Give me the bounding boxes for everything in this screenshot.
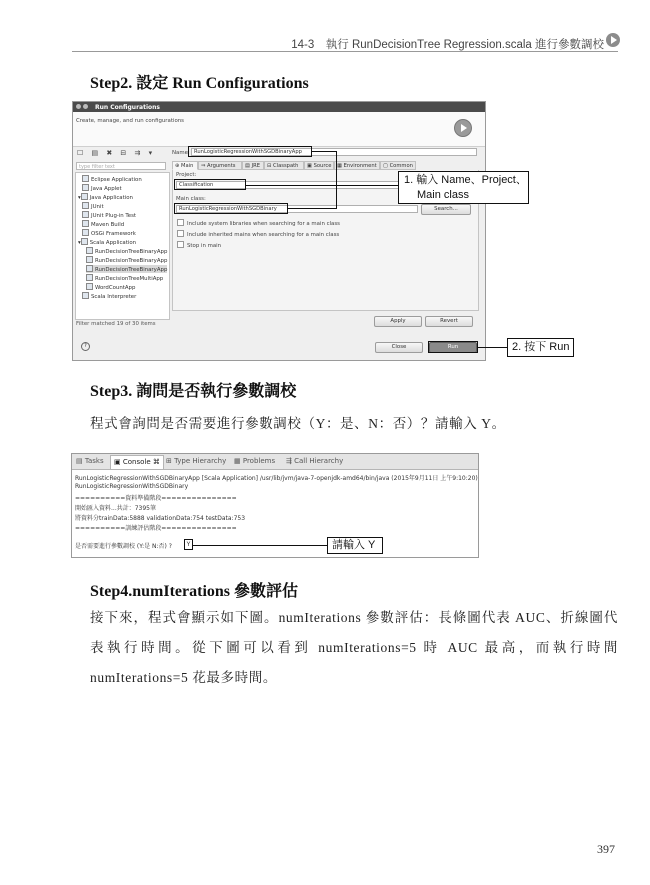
tree-item[interactable]: JUnit Plug-in Test (82, 211, 136, 219)
dialog-title: Run Configurations (95, 103, 160, 111)
scala-interpreter-icon (82, 292, 89, 299)
java-applet-icon (82, 184, 89, 191)
include-inherited-mains-checkbox[interactable]: Include inherited mains when searching for a main class (177, 230, 339, 238)
step3-heading: Step3. 詢問是否執行參數調校 (90, 383, 297, 400)
console-input[interactable]: Y (184, 539, 193, 550)
connector-line (478, 347, 507, 348)
running-header: 14-3 執行 RunDecisionTree Regression.scala 進行參數調校 (291, 39, 604, 51)
tree-item[interactable]: Eclipse Application (82, 175, 142, 183)
tree-item[interactable]: Java Applet (82, 184, 122, 192)
window-controls[interactable] (76, 104, 90, 111)
connector-line (246, 185, 398, 186)
tab-common[interactable]: ▢ Common (380, 161, 416, 170)
tree-item[interactable]: Scala Interpreter (82, 292, 136, 300)
tree-item[interactable]: RunDecisionTreeMultiApp (86, 274, 163, 282)
console-prompt: 是否需要進行參數調校 (Y:是 N:否) ? (75, 543, 172, 550)
console-line: ==========資料準備階段=============== (75, 495, 237, 502)
expand-arrow-icon[interactable]: ▾ (78, 240, 81, 246)
tree-item[interactable]: WordCountApp (86, 283, 135, 291)
tree-item[interactable]: ▾ Java Application (78, 195, 133, 201)
console-tabs (72, 454, 478, 470)
tab-arguments[interactable]: ⇒ Arguments (198, 161, 242, 170)
arrow-right-icon (606, 33, 620, 47)
main-class-field[interactable]: RunLogisticRegressionWithSGDBinary (176, 205, 418, 213)
maven-icon (82, 220, 89, 227)
junit-plugin-icon (82, 211, 89, 218)
revert-button[interactable]: Revert (425, 316, 473, 327)
config-icon (86, 274, 93, 281)
apply-button[interactable]: Apply (374, 316, 422, 327)
tab-main[interactable]: ⊕ Main (172, 161, 198, 170)
config-icon (86, 283, 93, 290)
scala-app-icon (81, 238, 88, 245)
configuration-tree (75, 172, 170, 320)
run-highlight-box (428, 341, 478, 353)
tab-console[interactable]: ▣ Console ⌘ (110, 455, 164, 469)
page-number: 397 (597, 842, 615, 856)
connector-line (312, 151, 336, 152)
search-button[interactable]: Search... (421, 204, 471, 215)
filter-input[interactable]: type filter text (76, 162, 166, 170)
run-button[interactable]: Run (429, 342, 477, 353)
stop-in-main-checkbox[interactable]: Stop in main (177, 241, 221, 249)
osgi-icon (82, 229, 89, 236)
tab-call-hierarchy[interactable]: ⇶ Call Hierarchy (286, 457, 344, 465)
filter-matched-text: Filter matched 19 of 30 items (76, 321, 156, 327)
tab-classpath[interactable]: ⊟ Classpath (264, 161, 304, 170)
help-icon[interactable]: ? (81, 342, 90, 351)
tab-environment[interactable]: ▦ Environment (334, 161, 380, 170)
connector-line (192, 545, 327, 546)
console-line: ==========訓練評估階段=============== (75, 525, 237, 532)
console-line: 將資料分trainData:5888 validationData:754 testData:753 (75, 515, 246, 522)
tab-jre[interactable]: ▤ JRE (242, 161, 264, 170)
name-field[interactable]: RunLogisticRegressionWithSGDBinaryApp (191, 148, 477, 156)
main-class-highlight-box (174, 203, 288, 214)
project-highlight-box (174, 179, 246, 190)
callout-enter-name-project: 1. 輸入 Name、Project、 Main class (398, 171, 529, 204)
tree-item[interactable]: JUnit (82, 202, 104, 210)
connector-line (336, 151, 337, 208)
tree-item[interactable]: ▾ Scala Application (78, 240, 137, 246)
include-system-libraries-checkbox[interactable]: Include system libraries when searching for a main class (177, 219, 340, 227)
console-view (71, 453, 479, 558)
junit-icon (82, 202, 89, 209)
project-label: Project: (176, 172, 197, 178)
config-icon (86, 256, 93, 263)
connector-line (288, 208, 337, 209)
tab-source[interactable]: ▣ Source (304, 161, 334, 170)
step4-heading: Step4.numIterations 參數評估 (90, 583, 299, 600)
callout-press-run: 2. 按下 Run (507, 338, 574, 357)
tree-item[interactable]: RunDecisionTreeBinaryApp (86, 256, 167, 264)
console-line: RunLogisticRegressionWithSGDBinaryApp [Scala Application] /usr/lib/jvm/java-7-openjdk-amd64/bin/java (2015年9月11日 上午9:10:20) (75, 475, 478, 482)
console-line: 開始匯入資料...共計：7395筆 (75, 505, 156, 512)
name-highlight-box (188, 146, 312, 157)
java-app-icon (81, 193, 88, 200)
tab-problems[interactable]: ▦ Problems (234, 457, 276, 465)
step3-paragraph: 程式會詢問是否需要進行參數調校（Y：是、N：否）？請輸入 Y。 (90, 416, 506, 431)
tree-item[interactable]: OSGi Framework (82, 229, 136, 237)
close-button[interactable]: Close (375, 342, 423, 353)
tree-item[interactable]: RunDecisionTreeBinaryApp (86, 247, 167, 255)
tab-type-hierarchy[interactable]: ⊞ Type Hierarchy (166, 457, 227, 465)
step4-paragraph: 接下來，程式會顯示如下圖。numIterations 參數評估：長條圖代表 AUC、折線圖代表執行時間。從下圖可以看到 numIterations=5 時 AUC 最高，而執行時間 numIterations=5 花最多時間。 (90, 610, 618, 685)
config-icon (86, 247, 93, 254)
expand-arrow-icon[interactable]: ▾ (78, 195, 81, 201)
eclipse-icon (82, 175, 89, 182)
config-icon (86, 265, 93, 272)
dialog-titlebar (73, 102, 485, 112)
config-toolbar[interactable]: ☐ ▤ ✖ ⊟ ⇉ ▾ (77, 149, 156, 157)
tree-item[interactable]: Maven Build (82, 220, 124, 228)
project-field[interactable]: Classification (176, 181, 412, 189)
tree-item-selected[interactable]: RunDecisionTreeBinaryApp (86, 265, 167, 273)
callout-enter-y: 請輸入 Y (327, 537, 383, 554)
name-label: Name: (172, 150, 190, 156)
run-icon (454, 119, 472, 137)
dialog-header (73, 112, 485, 147)
header-rule (72, 51, 618, 52)
run-configurations-dialog (72, 101, 486, 361)
console-line: RunLogisticRegressionWithSGDBinary (75, 483, 189, 490)
tab-tasks[interactable]: ▤ Tasks (76, 457, 104, 465)
main-class-label: Main class: (176, 196, 206, 202)
step2-heading: Step2. 設定 Run Configurations (90, 75, 309, 92)
dialog-subtitle: Create, manage, and run configurations (76, 118, 184, 124)
